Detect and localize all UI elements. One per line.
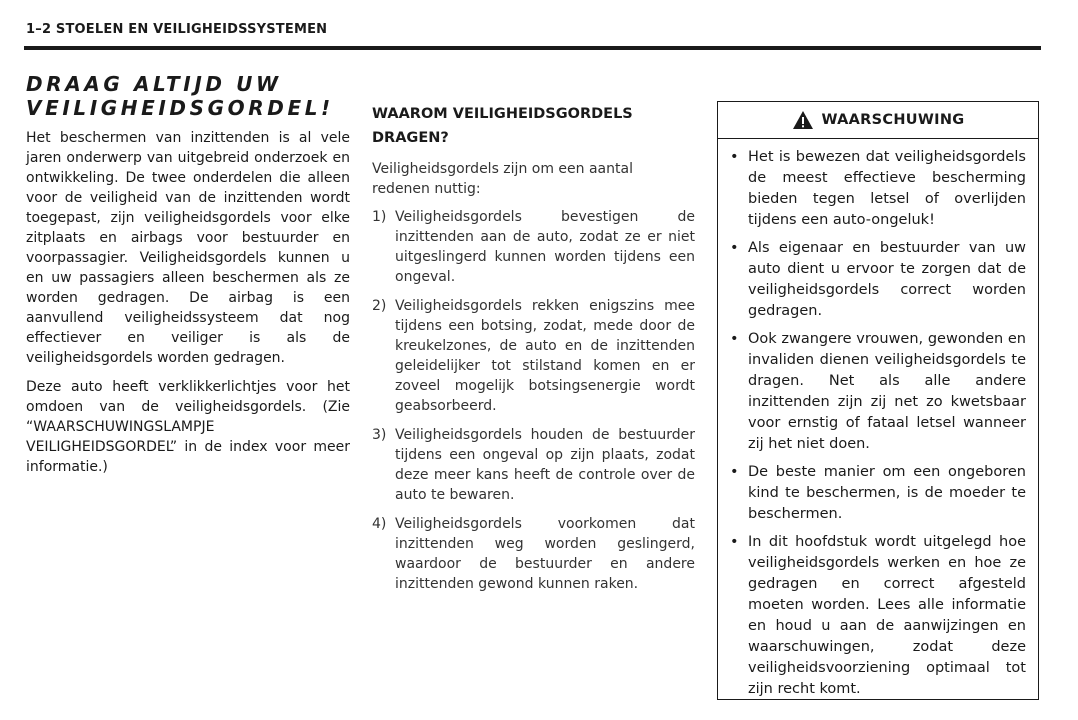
warning-triangle-icon	[792, 110, 814, 130]
warning-item	[730, 329, 1026, 455]
list-item	[372, 207, 695, 287]
warning-item-text: Het is bewezen dat veiligheidsgordels de meest effectieve bescherming bieden tegen letsel of overlijden tijdens een auto-ongeluk!	[748, 149, 1026, 228]
warning-box	[717, 101, 1039, 700]
subsection-heading	[372, 102, 695, 150]
paragraph: Het beschermen van inzittenden is al vele jaren onderwerp van uitgebreid onderzoek en ontwikkeling. De twee onderdelen die alleen voor de veiligheid van de inzittenden wordt toegepast, zijn veiligheidsgordels voor elke zitplaats en airbags voor bestuurder en voorpassagier. Veiligheidsgordels kunnen u en uw passagiers alleen beschermen als ze worden gedragen. De airbag is een aanvullend veiligheidssysteem dat nog effectiever en veiliger is als de veiligheidsgordels worden gedragen.	[26, 130, 350, 366]
bullet: •	[730, 534, 739, 550]
warning-list	[718, 139, 1038, 700]
warning-title: WAARSCHUWING	[821, 112, 965, 128]
list-item-text: Veiligheidsgordels houden de bestuurder tijdens een ongeval op zijn plaats, zodat deze meer kans heeft de controle over de auto te bewaren.	[395, 427, 695, 503]
header-divider	[24, 46, 1041, 50]
list-item	[372, 296, 695, 416]
section-title	[26, 72, 350, 120]
subsection-heading-line2: DRAGEN?	[372, 130, 449, 146]
list-number: 2)	[372, 298, 387, 314]
paragraph: Deze auto heeft verklikkerlichtjes voor het omdoen van de veiligheidsgordels. (Zie “WAARSCHUWINGSLAMPJE VEILIGHEIDSGORDEL” in de index voor meer informatie.)	[26, 379, 350, 475]
list-item	[372, 514, 695, 594]
warning-item	[730, 532, 1026, 700]
section-title-line2: VEILIGHEIDSGORDEL!	[26, 96, 334, 120]
list-item-text: Veiligheidsgordels bevestigen de inzittenden aan de auto, zodat ze er niet uitgeslingerd kunnen worden tijdens een ongeval.	[395, 209, 695, 285]
list-number: 3)	[372, 427, 387, 443]
warning-item	[730, 238, 1026, 322]
warning-item-text: Als eigenaar en bestuurder van uw auto dient u ervoor te zorgen dat de veiligheidsgordels correct worden gedragen.	[748, 240, 1026, 319]
warning-item	[730, 147, 1026, 231]
bullet: •	[730, 240, 739, 256]
section-why-wear	[372, 102, 695, 603]
warning-item-text: Ook zwangere vrouwen, gewonden en invaliden dienen veiligheidsgordels te dragen. Net als alle andere inzittenden zijn zij net zo kwetsbaar voor ernstig of fataal letsel wanneer zij het niet doen.	[748, 331, 1026, 452]
subsection-heading-line1: WAAROM VEILIGHEIDSGORDELS	[372, 106, 633, 122]
list-item	[372, 425, 695, 505]
bullet: •	[730, 464, 739, 480]
warning-item-text: De beste manier om een ongeboren kind te beschermen, is de moeder te beschermen.	[748, 464, 1026, 522]
bullet: •	[730, 149, 739, 165]
list-item-text: Veiligheidsgordels voorkomen dat inzittenden weg worden geslingerd, waardoor de bestuurder en andere inzittenden gewond kunnen raken.	[395, 516, 695, 592]
warning-item	[730, 462, 1026, 525]
warning-item-text: In dit hoofdstuk wordt uitgelegd hoe veiligheidsgordels werken en hoe ze gedragen en correct afgesteld moeten worden. Lees alle informatie en houd u aan de aanwijzingen en waarschuwingen, zodat deze veiligheidsvoorziening optimaal tot zijn recht komt.	[748, 534, 1026, 697]
warning-header	[718, 102, 1038, 139]
list-number: 1)	[372, 209, 387, 225]
section-wear-belt	[26, 72, 350, 486]
list-item-text: Veiligheidsgordels rekken enigszins mee tijdens een botsing, zodat, mede door de kreukelzones, de auto en de inzittenden geleidelijker tot stilstand komen en er zoveel mogelijk botsingsenergie wordt geabsorbeerd.	[395, 298, 695, 414]
page-header: 1–2 STOELEN EN VEILIGHEIDSSYSTEMEN	[26, 22, 328, 37]
bullet: •	[730, 331, 739, 347]
reasons-list	[372, 207, 695, 594]
section-title-line1: DRAAG ALTIJD UW	[26, 72, 282, 96]
intro-text: Veiligheidsgordels zijn om een aantal redenen nuttig:	[372, 161, 633, 197]
list-number: 4)	[372, 516, 387, 532]
